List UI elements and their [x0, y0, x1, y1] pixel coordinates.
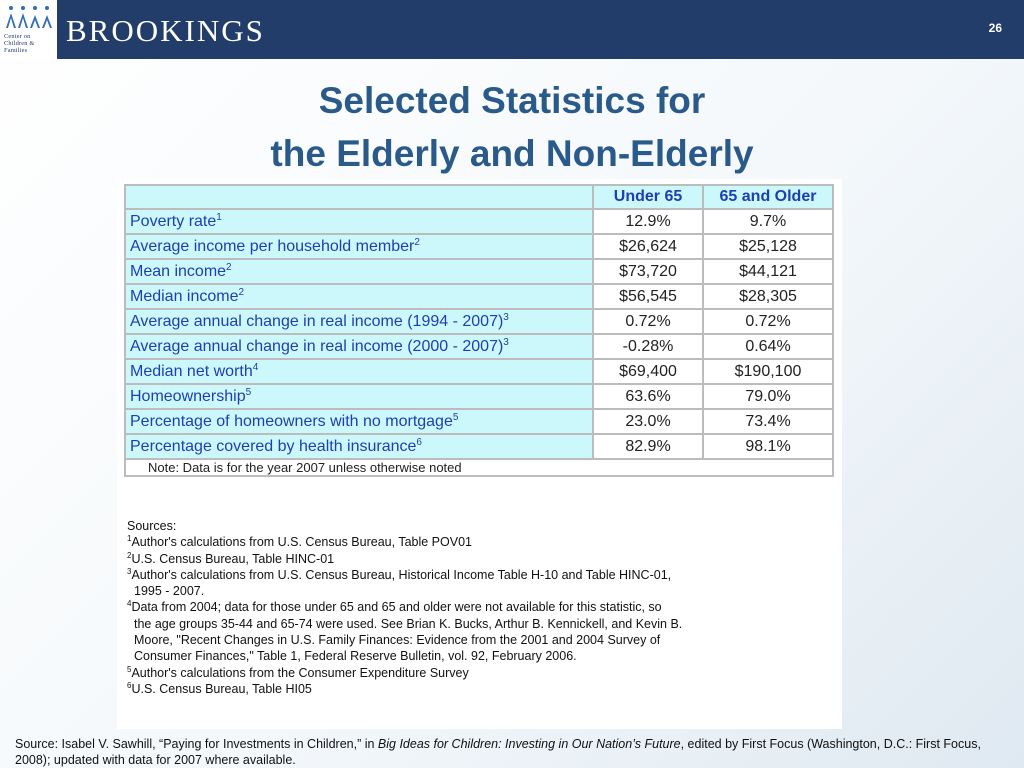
cell-65-and-older: $25,128: [703, 234, 833, 259]
column-header-under-65: Under 65: [593, 185, 703, 209]
table-row: [125, 259, 833, 284]
row-label-text: Median net worth: [130, 362, 253, 380]
source-line: [127, 665, 827, 681]
source-line: [127, 567, 827, 583]
cell-65-and-older: 0.64%: [703, 334, 833, 359]
page-number: 26: [988, 21, 1002, 35]
footnote-marker: 6: [416, 436, 422, 448]
family-figures-icon: [4, 4, 54, 30]
source-text: Data from 2004; data for those under 65 and 65 and older were not available for this statistic, so: [131, 600, 662, 615]
table-row: [125, 359, 833, 384]
row-label: [125, 409, 593, 434]
citation-footnote: [15, 736, 1015, 768]
slide-title: [0, 74, 1024, 180]
source-text: 1995 - 2007.: [134, 584, 205, 599]
row-label: [125, 434, 593, 459]
table-row: [125, 384, 833, 409]
footnote-marker: 3: [503, 311, 509, 323]
source-marker: 4: [127, 599, 132, 609]
row-label-text: Mean income: [130, 262, 227, 280]
header-bar: [0, 0, 1024, 59]
cell-65-and-older: $28,305: [703, 284, 833, 309]
source-text: Author's calculations from the Consumer Expenditure Survey: [131, 665, 469, 680]
source-text: Moore, "Recent Changes in U.S. Family Finances: Evidence from the 2001 and 2004 Survey of: [134, 633, 661, 648]
table-row: [125, 409, 833, 434]
footnote-marker: 2: [414, 236, 420, 248]
row-label-text: Average income per household member: [130, 237, 415, 255]
footnote-marker: 1: [216, 211, 222, 223]
source-line: [127, 551, 827, 567]
cell-under-65: $56,545: [593, 284, 703, 309]
table-header-blank: [125, 185, 593, 209]
row-label: [125, 359, 593, 384]
source-text: Author's calculations from U.S. Census Bureau, Historical Income Table H-10 and Table HINC-01,: [131, 567, 672, 582]
cell-under-65: $26,624: [593, 234, 703, 259]
title-line-1: Selected Statistics for: [318, 80, 706, 121]
source-text: Author's calculations from U.S. Census Bureau, Table POV01: [131, 535, 472, 550]
table-header-row: [125, 185, 833, 209]
source-marker: 1: [127, 534, 132, 544]
table-row: [125, 434, 833, 459]
table-note-row: [125, 459, 833, 476]
source-line: [127, 681, 827, 697]
sources-block: [127, 518, 827, 697]
sources-heading: Sources:: [127, 519, 177, 533]
footnote-marker: 4: [252, 361, 259, 373]
row-label-text: Average annual change in real income (2000 - 2007): [130, 337, 504, 355]
table-note: Note: Data is for the year 2007 unless otherwise noted: [125, 459, 833, 476]
row-label-text: Average annual change in real income (1994 - 2007): [130, 312, 504, 330]
cell-65-and-older: 98.1%: [703, 434, 833, 459]
table-row: [125, 234, 833, 259]
column-header-65-and-older: 65 and Older: [703, 185, 833, 209]
center-on-children-logo: [0, 0, 57, 59]
cell-65-and-older: 73.4%: [703, 409, 833, 434]
cell-under-65: $73,720: [593, 259, 703, 284]
cell-under-65: $69,400: [593, 359, 703, 384]
cell-65-and-older: $190,100: [703, 359, 833, 384]
row-label-text: Median income: [130, 287, 239, 305]
source-text: the age groups 35-44 and 65-74 were used. See Brian K. Bucks, Arthur B. Kennickell, and Kevin B.: [134, 616, 683, 631]
citation-prefix: Source: Isabel V. Sawhill, “Paying for Investments in Children,” in: [15, 737, 378, 751]
source-line: [127, 534, 827, 550]
source-text: U.S. Census Bureau, Table HINC-01: [131, 551, 335, 566]
cell-under-65: -0.28%: [593, 334, 703, 359]
row-label-text: Poverty rate: [130, 212, 217, 230]
cell-65-and-older: 0.72%: [703, 309, 833, 334]
footnote-marker: 3: [503, 336, 509, 348]
source-line: [127, 632, 827, 648]
citation-suffix: , edited by First Focus (Washington, D.C.: First Focus, 2008); updated with data for 2007 where available.: [15, 737, 981, 767]
footnote-marker: 5: [245, 386, 252, 398]
cell-65-and-older: 79.0%: [703, 384, 833, 409]
cell-under-65: 12.9%: [593, 209, 703, 234]
source-line: [127, 583, 827, 599]
source-marker: 2: [127, 550, 132, 560]
source-line: [127, 599, 827, 615]
table-row: [125, 334, 833, 359]
source-marker: 6: [127, 680, 132, 690]
table-row: [125, 209, 833, 234]
source-line: [127, 616, 827, 632]
cell-under-65: 23.0%: [593, 409, 703, 434]
table-row: [125, 284, 833, 309]
footnote-marker: 2: [238, 286, 245, 298]
statistics-table: [124, 184, 834, 477]
row-label-text: Percentage covered by health insurance: [130, 437, 417, 455]
cell-under-65: 63.6%: [593, 384, 703, 409]
footnote-marker: 2: [226, 261, 232, 273]
row-label-text: Homeownership: [130, 387, 246, 405]
cell-65-and-older: 9.7%: [703, 209, 833, 234]
source-text: Consumer Finances," Table 1, Federal Reserve Bulletin, vol. 92, February 2006.: [134, 649, 577, 664]
sources-list: [127, 534, 827, 697]
row-label: [125, 309, 593, 334]
source-marker: 3: [127, 566, 132, 576]
row-label: [125, 209, 593, 234]
source-line: [127, 648, 827, 664]
row-label: [125, 284, 593, 309]
row-label: [125, 334, 593, 359]
citation-book-title: Big Ideas for Children: Investing in Our Nation’s Future: [377, 737, 681, 751]
row-label: [125, 259, 593, 284]
row-label: [125, 234, 593, 259]
brand-name: BROOKINGS: [66, 13, 265, 48]
footnote-marker: 5: [452, 411, 459, 423]
logo-wordmark: Center on Children & Families: [4, 33, 35, 54]
table-row: [125, 309, 833, 334]
cell-65-and-older: $44,121: [703, 259, 833, 284]
title-line-2: the Elderly and Non-Elderly: [270, 133, 754, 174]
row-label: [125, 384, 593, 409]
source-marker: 5: [127, 664, 132, 674]
source-text: U.S. Census Bureau, Table HI05: [131, 681, 312, 696]
row-label-text: Percentage of homeowners with no mortgage: [130, 412, 453, 430]
cell-under-65: 0.72%: [593, 309, 703, 334]
cell-under-65: 82.9%: [593, 434, 703, 459]
